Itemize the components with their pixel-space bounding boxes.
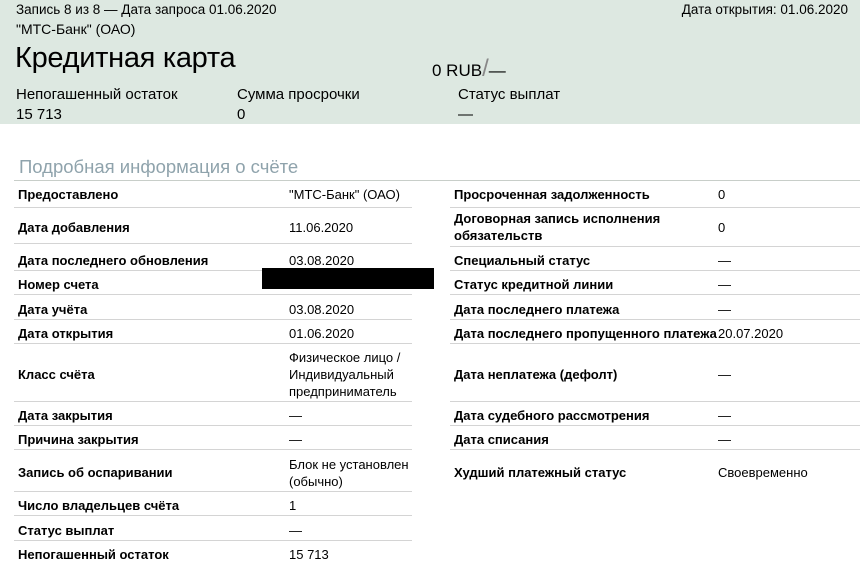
summary-label-overdue: Сумма просрочки xyxy=(237,86,360,103)
row-divider xyxy=(14,540,412,541)
row-divider xyxy=(450,246,860,247)
detail-value: — xyxy=(718,432,731,447)
detail-label: Причина закрытия xyxy=(18,432,139,447)
row-divider xyxy=(450,207,860,208)
detail-label: Просроченная задолженность xyxy=(454,187,650,202)
detail-label: Дата списания xyxy=(454,432,549,447)
row-divider xyxy=(450,343,860,344)
row-divider xyxy=(450,425,860,426)
detail-label: Число владельцев счёта xyxy=(18,498,180,513)
row-divider xyxy=(14,294,412,295)
page-title: Кредитная карта xyxy=(15,42,236,74)
section-title: Подробная информация о счёте xyxy=(19,156,299,177)
bank-name: "МТС-Банк" (ОАО) xyxy=(16,21,136,37)
detail-value: Блок не установлен (обычно) xyxy=(289,457,409,489)
detail-label: Статус выплат xyxy=(18,523,115,538)
detail-label: Статус кредитной линии xyxy=(454,277,614,292)
detail-value: — xyxy=(289,523,302,538)
detail-label: Дата судебного рассмотрения xyxy=(454,408,650,423)
row-divider xyxy=(14,343,412,344)
detail-value: — xyxy=(289,408,302,423)
amount-summary xyxy=(432,55,506,83)
row-divider xyxy=(14,515,412,516)
detail-label: Худший платежный статус xyxy=(454,465,627,480)
detail-label: Дата открытия xyxy=(18,326,114,341)
detail-label: Запись об оспаривании xyxy=(18,465,173,480)
row-divider xyxy=(450,449,860,450)
detail-label: Дата учёта xyxy=(18,302,88,317)
row-divider xyxy=(14,243,412,244)
detail-value: — xyxy=(289,432,302,447)
summary-value-status: — xyxy=(458,106,473,123)
detail-value: 03.08.2020 xyxy=(289,253,355,268)
summary-label-balance: Непогашенный остаток xyxy=(16,86,178,103)
detail-value: 11.06.2020 xyxy=(289,220,354,235)
detail-label: Дата добавления xyxy=(18,220,130,235)
detail-value: Физическое лицо / Индивидуальный предприниматель xyxy=(289,350,401,399)
detail-label: Дата последнего платежа xyxy=(454,302,620,317)
detail-value: — xyxy=(718,277,731,292)
detail-value: 20.07.2020 xyxy=(718,326,784,341)
summary-label-status: Статус выплат xyxy=(458,86,561,103)
detail-value: — xyxy=(718,367,731,382)
detail-value: 01.06.2020 xyxy=(289,326,355,341)
detail-label: Непогашенный остаток xyxy=(18,547,169,562)
row-divider xyxy=(14,207,412,208)
detail-label: Договорная запись исполнения обязательств xyxy=(454,211,661,243)
amount-slash: / xyxy=(482,55,489,82)
detail-label: Дата неплатежа (дефолт) xyxy=(454,367,618,382)
row-divider xyxy=(14,401,412,402)
detail-label: Специальный статус xyxy=(454,253,591,268)
detail-label: Предоставлено xyxy=(18,187,119,202)
summary-value-balance: 15 713 xyxy=(16,106,62,123)
row-divider xyxy=(14,449,412,450)
detail-label: Дата закрытия xyxy=(18,408,113,423)
opened-date: Дата открытия: 01.06.2020 xyxy=(681,2,848,17)
detail-value: 1 xyxy=(289,498,297,513)
record-info: Запись 8 из 8 — Дата запроса 01.06.2020 xyxy=(16,2,277,17)
amount-rest: — xyxy=(488,61,506,80)
detail-value: 0 xyxy=(718,220,726,235)
row-divider xyxy=(450,270,860,271)
section-divider xyxy=(14,180,860,181)
detail-value: — xyxy=(718,302,731,317)
detail-label: Класс счёта xyxy=(18,367,95,382)
redacted-account-number xyxy=(262,268,434,289)
row-divider xyxy=(450,319,860,320)
detail-value: 0 xyxy=(718,187,726,202)
amount-value: 0 RUB xyxy=(432,61,483,80)
detail-value: 15 713 xyxy=(289,547,329,562)
detail-value: Своевременно xyxy=(718,465,808,480)
detail-value: "МТС-Банк" (ОАО) xyxy=(289,187,400,202)
summary-value-overdue: 0 xyxy=(237,106,246,123)
account-header xyxy=(0,0,860,124)
detail-value: — xyxy=(718,408,731,423)
row-divider xyxy=(14,491,412,492)
detail-label: Дата последнего пропущенного платежа xyxy=(454,326,717,341)
row-divider xyxy=(450,294,860,295)
row-divider xyxy=(450,401,860,402)
detail-value: — xyxy=(718,253,731,268)
detail-label: Номер счета xyxy=(18,277,99,292)
row-divider xyxy=(14,319,412,320)
row-divider xyxy=(14,425,412,426)
detail-value: 03.08.2020 xyxy=(289,302,355,317)
detail-label: Дата последнего обновления xyxy=(18,253,209,268)
